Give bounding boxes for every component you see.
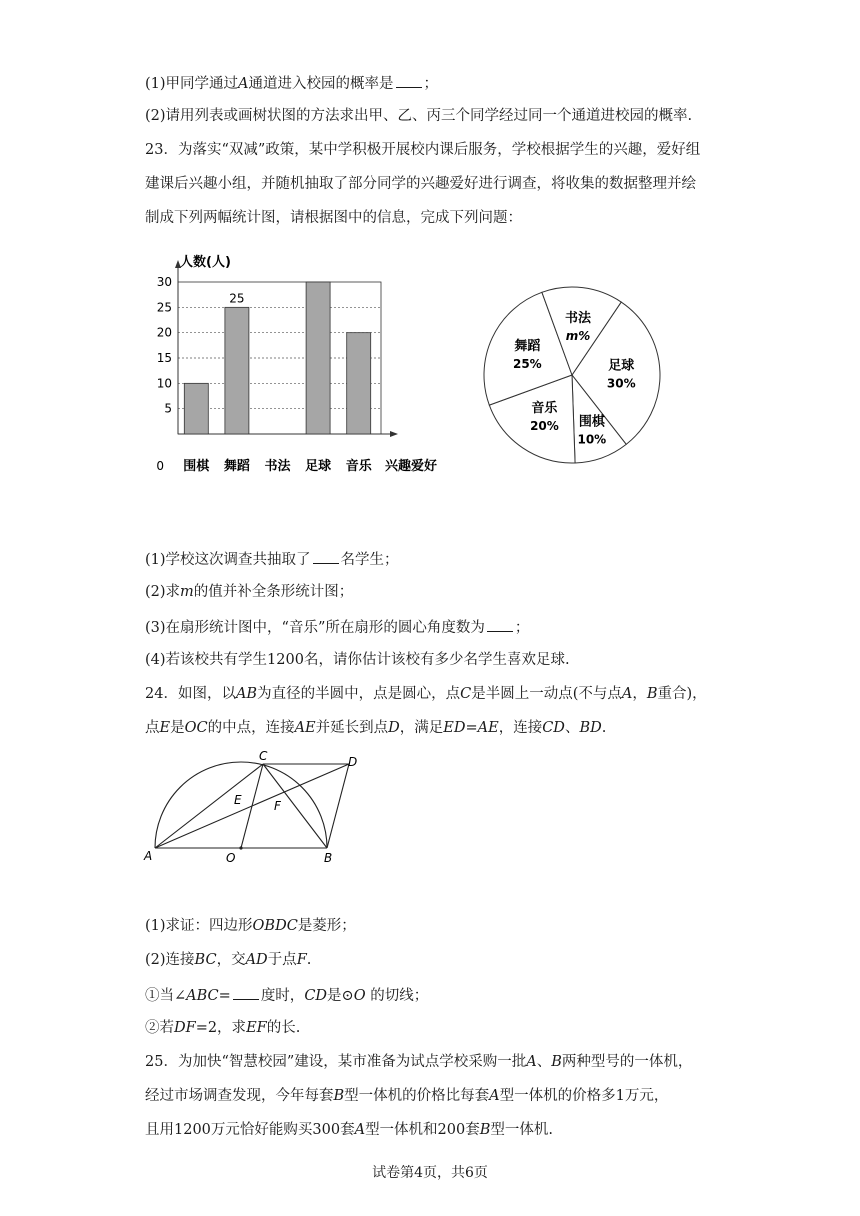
x-tick-label: 书法 [264, 459, 291, 474]
x-axis-arrow [390, 431, 398, 437]
segment-AC [155, 764, 263, 848]
q23-stem-line1: 23．为落实“双减”政策，某中学积极开展校内课后服务，学校根据学生的兴趣，爱好组 [145, 142, 701, 158]
label-F: F [274, 799, 281, 813]
answer-blank [487, 616, 513, 632]
q23-sub4: (4)若该校共有学生1200名，请你估计该校有多少名学生喜欢足球. [145, 652, 570, 668]
answer-blank [396, 72, 422, 88]
answer-blank [233, 984, 259, 1000]
q24-sub2-i: ①当∠ABC= 度时，CD是⊙O 的切线； [145, 984, 428, 1006]
q23-sub2: (2)求m的值并补全条形统计图； [145, 584, 354, 600]
pie-label-name: 书法 [564, 311, 592, 327]
y-tick-label: 5 [164, 401, 172, 416]
y-tick-label: 10 [156, 376, 172, 391]
label-B: B [324, 851, 333, 865]
data-label: 25 [229, 291, 245, 306]
segment-AD [155, 764, 349, 848]
q24-stem-line2: 点E是OC的中点，连接AE并延长到点D，满足ED=AE，连接CD、BD. [145, 720, 607, 736]
q23-stem-line2: 建课后兴趣小组，并随机抽取了部分同学的兴趣爱好进行调查，将收集的数据整理并绘 [145, 176, 696, 192]
pie-label-name: 围棋 [578, 414, 605, 430]
pie-label-name: 舞蹈 [514, 339, 541, 355]
y-tick-label: 20 [156, 325, 172, 340]
geometry-figure [140, 748, 370, 866]
q25-stem-line2: 经过市场调查发现，今年每套B型一体机的价格比每套A型一体机的价格多1万元， [145, 1088, 669, 1104]
q22-sub2: (2)请用列表或画树状图的方法求出甲、乙、丙三个同学经过同一个通道进校园的概率. [145, 108, 693, 124]
q25-stem-line3: 且用1200万元恰好能购买300套A型一体机和200套B型一体机. [145, 1122, 554, 1138]
answer-blank [313, 548, 339, 564]
center-point-O [239, 846, 242, 849]
bar-舞蹈 [225, 307, 249, 434]
label-E: E [234, 793, 242, 807]
q23-sub3: (3)在扇形统计图中，“音乐”所在扇形的圆心角度数为 ； [145, 616, 529, 638]
pie-chart [476, 280, 676, 470]
bar-音乐 [347, 333, 371, 434]
q25-stem-line1: 25．为加快“智慧校园”建设，某市准备为试点学校采购一批A、B两种型号的一体机， [145, 1054, 693, 1070]
q24-sub2-ii: ②若DF=2，求EF的长. [145, 1020, 301, 1036]
x-tick-label: 围棋 [183, 459, 210, 474]
x-tick-label: 足球 [305, 459, 332, 474]
pie-label-percent: m% [565, 329, 591, 344]
label-C: C [259, 749, 268, 763]
q23-sub1: (1)学校这次调查共抽取了 名学生； [145, 548, 399, 570]
y-tick-label: 25 [156, 300, 172, 315]
q24-stem-line1: 24．如图，以AB为直径的半圆中，点是圆心，点C是半圆上一动点(不与点A，B重合)， [145, 686, 707, 702]
q23-stem-line3: 制成下列两幅统计图，请根据图中的信息，完成下列问题： [145, 210, 522, 226]
pie-label-name: 足球 [608, 358, 635, 374]
bar-足球 [306, 282, 330, 434]
q24-sub1: (1)求证：四边形OBDC是菱形； [145, 918, 356, 934]
label-D: D [348, 755, 358, 769]
y-tick-label: 30 [156, 275, 172, 289]
pie-label-name: 音乐 [531, 400, 558, 416]
pie-label-percent: 30% [606, 376, 636, 391]
bar-chart [145, 248, 455, 488]
segment-BD [327, 764, 349, 848]
label-A: A [144, 849, 153, 863]
bar-围棋 [184, 383, 208, 434]
x-tick-label: 舞蹈 [223, 459, 250, 474]
x-axis-title: 兴趣爱好 [385, 459, 438, 474]
q24-sub2: (2)连接BC，交AD于点F. [145, 952, 312, 968]
segment-BC [263, 764, 327, 848]
origin-label: 0 [156, 459, 164, 473]
pie-label-percent: 25% [512, 357, 542, 372]
page-footer: 试卷第4页，共6页 [372, 1165, 488, 1181]
pie-label-percent: 20% [530, 418, 559, 433]
pie-label-percent: 10% [577, 432, 607, 447]
x-tick-label: 音乐 [345, 459, 372, 474]
q22-sub1: (1)甲同学通过A通道进入校园的概率是 ； [145, 72, 438, 94]
y-tick-label: 15 [156, 351, 172, 365]
label-O: O [226, 851, 236, 865]
y-axis-title: 人数(人) [180, 255, 231, 270]
